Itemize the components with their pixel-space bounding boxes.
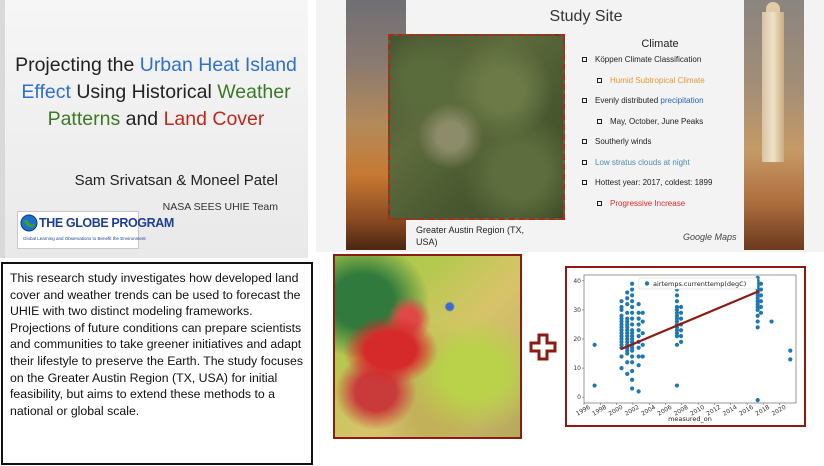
title-part: Projecting the — [15, 54, 140, 76]
data-point — [756, 319, 760, 323]
study-description: This research study investigates how developed land cover and weather trends can be used to forecast the UHIE with two distinct modeling frameworks. Projections of future conditions can prepare scientists and communities to take greener initiatives and adapt their lifestyle to preserve the Earth. The study focuses on the Greater Austin Region (TX, USA) for initial feasibility, but aims to extend these methods to a national or global scale. — [1, 262, 313, 465]
land-cover-map — [333, 254, 522, 439]
globe-program-logo — [17, 211, 174, 249]
data-point — [630, 354, 634, 358]
map-caption: Greater Austin Region (TX, USA) — [416, 225, 525, 247]
climate-item — [579, 158, 749, 179]
x-tick-label: 2014 — [721, 403, 739, 418]
climate-item — [579, 96, 749, 117]
climate-subitem — [579, 76, 749, 97]
title-part-highlight: Land Cover — [163, 108, 265, 130]
title-part: and — [120, 108, 164, 130]
data-point — [637, 363, 641, 367]
climate-item-text: Köppen Climate Classification — [595, 55, 702, 64]
data-point — [619, 354, 623, 358]
title-part: Using Historical — [70, 81, 218, 103]
data-point — [679, 311, 683, 315]
data-point — [637, 317, 641, 321]
climate-item-text: May, October, June Peaks — [610, 116, 704, 126]
data-point — [641, 354, 645, 358]
plot-area — [584, 275, 796, 403]
title-part-highlight: Effect — [21, 81, 71, 103]
checkbox-bullet-icon — [582, 57, 587, 62]
data-point — [630, 282, 634, 286]
x-tick-label: 2010 — [689, 403, 706, 418]
presentation-title — [14, 52, 298, 133]
checkbox-bullet-icon — [582, 98, 587, 103]
data-point — [675, 305, 679, 309]
climate-item-text: Progressive Increase — [610, 198, 686, 208]
data-point — [637, 322, 641, 326]
slide-edge — [0, 0, 5, 258]
title-slide — [0, 0, 308, 258]
title-part-highlight: Weather — [217, 81, 291, 103]
temperature-chart — [565, 266, 806, 427]
y-tick-label: 30 — [573, 306, 581, 314]
data-point — [630, 305, 634, 309]
title-part-highlight: Urban Heat Island — [139, 54, 297, 76]
y-tick-label: 0 — [577, 394, 581, 402]
data-point — [619, 366, 623, 370]
checkbox-bullet-icon — [582, 139, 587, 144]
data-point — [679, 334, 683, 338]
climate-subitem — [579, 117, 749, 138]
data-point — [630, 322, 634, 326]
y-tick-label: 20 — [573, 336, 581, 343]
study-site-slide — [316, 0, 824, 252]
data-point — [630, 293, 634, 297]
data-point — [641, 343, 645, 347]
chart-canvas — [567, 268, 804, 425]
checkbox-bullet-icon — [582, 180, 587, 185]
data-point — [641, 331, 645, 335]
data-point — [619, 299, 623, 303]
x-tick-label: 2012 — [705, 403, 723, 418]
data-point — [637, 389, 641, 393]
legend-label: airtemps.currenttemp(degC) — [653, 280, 747, 288]
data-point — [625, 372, 629, 376]
team-name: NASA SEES UHIE Team — [162, 201, 278, 213]
data-point — [593, 383, 597, 387]
data-point — [759, 299, 763, 303]
data-point — [769, 319, 773, 323]
authors: Sam Srivatsan & Moneel Patel — [74, 172, 278, 189]
data-point — [630, 328, 634, 332]
data-point — [593, 343, 597, 347]
climate-item-text: Southerly winds — [595, 137, 652, 146]
data-point — [637, 354, 641, 358]
checkbox-bullet-icon — [597, 78, 602, 83]
data-point — [630, 317, 634, 321]
data-point — [759, 282, 763, 286]
climate-item-text: Hottest year: 2017, coldest: 1899 — [595, 178, 713, 187]
climate-subitem — [579, 199, 749, 220]
x-tick-label: 2016 — [737, 403, 755, 418]
data-point — [630, 299, 634, 303]
data-point — [759, 311, 763, 315]
data-point — [625, 311, 629, 315]
x-tick-label: 2002 — [623, 403, 641, 418]
data-point — [679, 305, 683, 309]
data-point — [788, 357, 792, 361]
data-point — [630, 360, 634, 364]
data-point — [619, 305, 623, 309]
x-tick-label: 1996 — [574, 403, 592, 418]
climate-item-text: Evenly distributed — [595, 96, 661, 105]
checkbox-bullet-icon — [582, 160, 587, 165]
plus-icon — [528, 332, 558, 362]
title-part-highlight: Patterns — [47, 108, 121, 130]
data-point — [675, 343, 679, 347]
x-tick-label: 2008 — [672, 403, 690, 418]
data-point — [679, 317, 683, 321]
data-point — [675, 299, 679, 303]
y-tick-label: 10 — [573, 365, 581, 373]
data-point — [756, 398, 760, 402]
map-credit: Google Maps — [683, 232, 737, 242]
climate-item — [579, 178, 749, 199]
logo-tagline: Global Learning and Observations to Benefit the Environment — [23, 236, 146, 241]
climate-item-text: Low stratus clouds at night — [595, 157, 690, 167]
data-point — [675, 293, 679, 297]
data-point — [756, 314, 760, 318]
data-point — [625, 317, 629, 321]
study-site-title: Study Site — [549, 8, 623, 25]
climate-list — [579, 55, 749, 219]
data-point — [625, 290, 629, 294]
logo-name: THE GLOBE PROGRAM — [39, 216, 174, 230]
data-point — [630, 378, 634, 382]
data-point — [637, 346, 641, 350]
y-tick-label: 40 — [573, 277, 581, 285]
climate-heading: Climate — [641, 38, 679, 50]
climate-item — [579, 55, 749, 76]
data-point — [630, 287, 634, 291]
data-point — [759, 293, 763, 297]
checkbox-bullet-icon — [597, 119, 602, 124]
x-axis-label: measured_on — [668, 415, 712, 423]
data-point — [641, 311, 645, 315]
climate-item-highlight: precipitation — [660, 96, 704, 105]
data-point — [630, 369, 634, 373]
ut-tower-photo — [744, 0, 804, 250]
data-point — [637, 328, 641, 332]
data-point — [679, 340, 683, 344]
data-point — [625, 302, 629, 306]
data-point — [619, 314, 623, 318]
data-point — [637, 311, 641, 315]
data-point — [675, 383, 679, 387]
data-point — [756, 325, 760, 329]
x-tick-label: 2000 — [607, 403, 625, 418]
tower-shape — [762, 12, 784, 162]
data-point — [630, 311, 634, 315]
data-point — [759, 287, 763, 291]
globe-icon — [20, 214, 38, 232]
satellite-map — [388, 34, 565, 220]
x-tick-label: 2020 — [770, 403, 788, 418]
legend-marker — [645, 281, 649, 285]
data-point — [759, 305, 763, 309]
data-point — [788, 349, 792, 353]
data-point — [637, 334, 641, 338]
climate-item — [579, 137, 749, 158]
data-point — [679, 328, 683, 332]
x-tick-label: 2006 — [656, 403, 674, 418]
data-point — [625, 360, 629, 364]
x-tick-label: 2004 — [640, 403, 657, 418]
data-point — [630, 386, 634, 390]
data-point — [637, 302, 641, 306]
climate-item-text: Humid Subtropical Climate — [610, 75, 705, 85]
checkbox-bullet-icon — [597, 201, 602, 206]
x-tick-label: 2018 — [754, 403, 772, 418]
legend — [639, 278, 757, 289]
data-point — [641, 319, 645, 323]
x-tick-label: 1998 — [591, 403, 608, 418]
data-point — [625, 296, 629, 300]
